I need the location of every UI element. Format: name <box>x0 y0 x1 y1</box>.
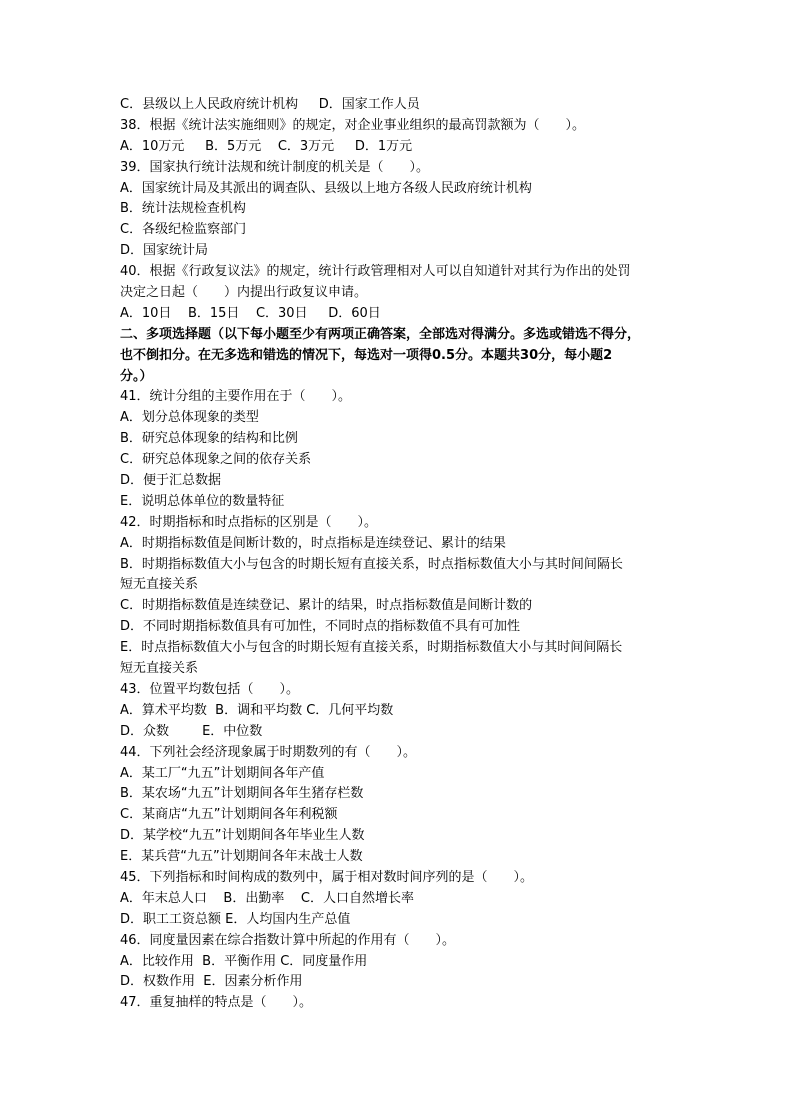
text-line: A．算术平均数 B．调和平均数 C．几何平均数 <box>120 702 394 718</box>
section-heading-line: 也不倒扣分。在无多选和错选的情况下，每选对一项得0.5分。本题共30分，每小题2 <box>120 347 613 363</box>
text-line: D．不同时期指标数值具有可加性，不同时点的指标数值不具有可加性 <box>120 619 521 635</box>
text-line: E．某兵营“九五”计划期间各年末战士人数 <box>120 849 363 865</box>
text-line: 47．重复抽样的特点是（ ）。 <box>120 995 313 1011</box>
text-line: 41．统计分组的主要作用在于（ ）。 <box>120 389 352 405</box>
text-line: E．说明总体单位的数量特征 <box>120 493 285 509</box>
text-line: 40．根据《行政复议法》的规定，统计行政管理相对人可以自知道针对其行为作出的处罚 <box>120 264 631 280</box>
text-line: B．统计法规检查机构 <box>120 201 246 217</box>
text-line: A．10万元 B．5万元 C．3万元 D．1万元 <box>120 138 413 154</box>
text-line: D．国家统计局 <box>120 243 209 259</box>
text-line: D．权数作用 E．因素分析作用 <box>120 974 303 990</box>
text-line: 短无直接关系 <box>120 661 199 677</box>
text-line: 44．下列社会经济现象属于时期数列的有（ ）。 <box>120 744 417 760</box>
text-line: B．某农场“九五”计划期间各年生猪存栏数 <box>120 786 364 802</box>
text-line: A．比较作用 B．平衡作用 C．同度量作用 <box>120 953 368 969</box>
text-line: 43．位置平均数包括（ ）。 <box>120 681 300 697</box>
text-line: 38．根据《统计法实施细则》的规定，对企业事业组织的最高罚款额为（ ）。 <box>120 117 586 133</box>
text-line: A．时期指标数值是间断计数的，时点指标是连续登记、累计的结果 <box>120 535 506 551</box>
text-line: A．年末总人口 B．出勤率 C．人口自然增长率 <box>120 890 414 906</box>
text-line: 决定之日起（ ）内提出行政复议申请。 <box>120 285 368 301</box>
text-line: 46．同度量因素在综合指数计算中所起的作用有（ ）。 <box>120 932 456 948</box>
text-line: 39．国家执行统计法规和统计制度的机关是（ ）。 <box>120 159 430 175</box>
section-heading-line: 二、多项选择题（以下每小题至少有两项正确答案，全部选对得满分。多选或错选不得分， <box>120 326 641 342</box>
text-line: A．某工厂“九五”计划期间各年产值 <box>120 765 325 781</box>
document-body <box>120 95 680 1014</box>
text-line: C．县级以上人民政府统计机构 D．国家工作人员 <box>120 97 420 112</box>
text-line: D．众数 E．中位数 <box>120 723 263 739</box>
text-line: A．划分总体现象的类型 <box>120 410 259 426</box>
text-line: C．研究总体现象之间的依存关系 <box>120 452 312 468</box>
text-line: C．某商店“九五”计划期间各年利税额 <box>120 807 338 823</box>
text-line: D．某学校“九五”计划期间各年毕业生人数 <box>120 828 365 844</box>
text-line: 42．时期指标和时点指标的区别是（ ）。 <box>120 514 378 530</box>
text-line: D．职工工资总额 E．人均国内生产总值 <box>120 911 351 927</box>
text-line: C．时期指标数值是连续登记、累计的结果，时点指标数值是间断计数的 <box>120 598 533 614</box>
text-line: 短无直接关系 <box>120 577 199 593</box>
text-line: A．10日 B．15日 C．30日 D．60日 <box>120 305 381 321</box>
text-line: B．研究总体现象的结构和比例 <box>120 431 298 447</box>
text-line: E．时点指标数值大小与包含的时期长短有直接关系，时期指标数值大小与其时间间隔长 <box>120 640 623 656</box>
text-line: A．国家统计局及其派出的调查队、县级以上地方各级人民政府统计机构 <box>120 180 532 196</box>
text-line: D．便于汇总数据 <box>120 473 222 489</box>
section-heading-line: 分。） <box>120 368 153 384</box>
text-line: 45．下列指标和时间构成的数列中，属于相对数时间序列的是（ ）。 <box>120 869 534 885</box>
text-line: B．时期指标数值大小与包含的时期长短有直接关系，时点指标数值大小与其时间间隔长 <box>120 556 623 572</box>
text-line: C．各级纪检监察部门 <box>120 222 247 238</box>
